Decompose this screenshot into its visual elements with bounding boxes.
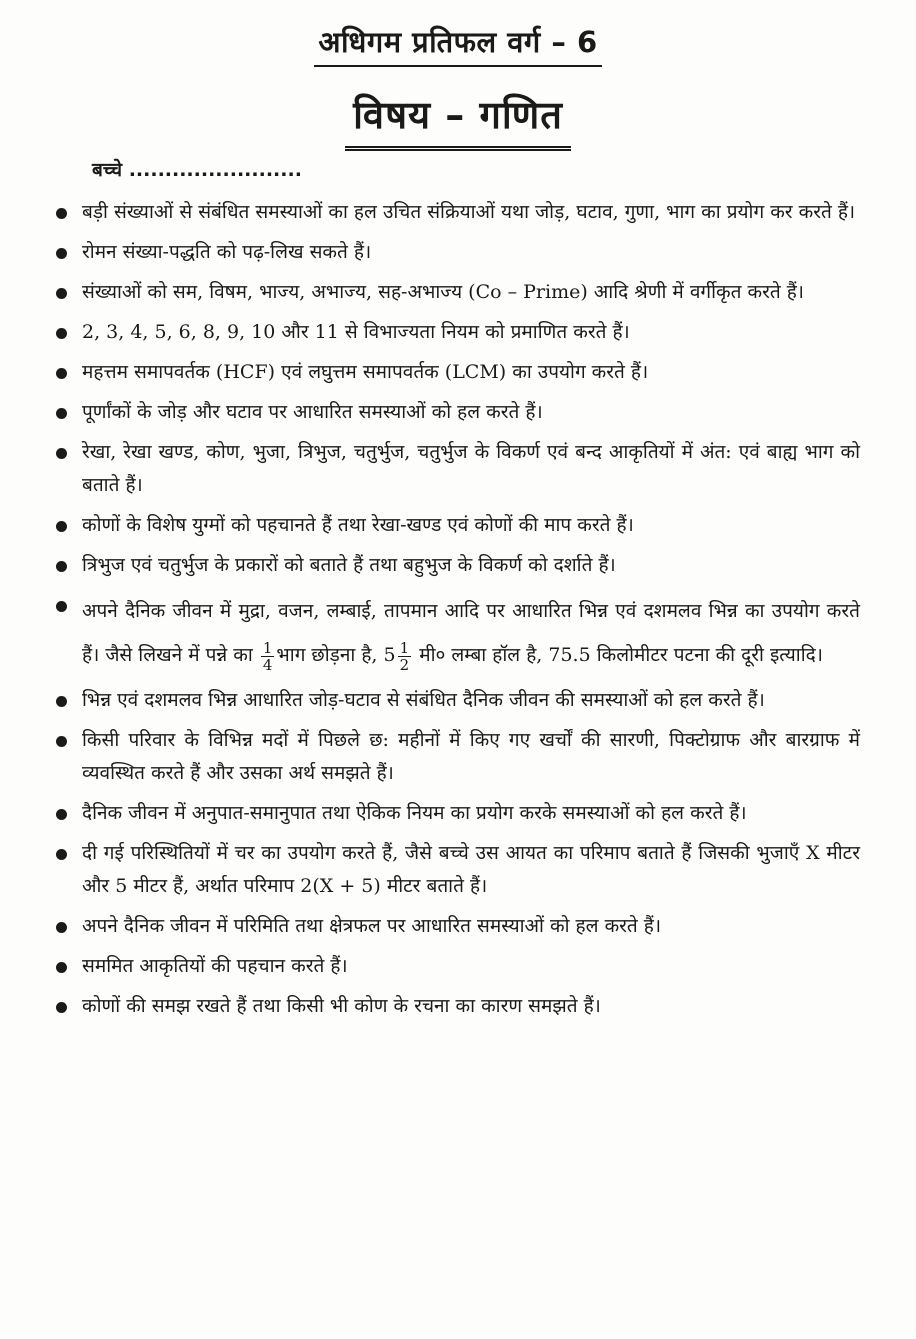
list-item-text: मी० लम्बा हॉल है, 75.5 किलोमीटर पटना की दूरी इत्यादि। <box>419 644 823 666</box>
list-item-text: भाग छोड़ना है, 5 <box>276 644 396 666</box>
list-item <box>50 837 860 903</box>
list-item-text: रेखा, रेखा खण्ड, कोण, भुजा, त्रिभुज, चतुर्भुज, चतुर्भुज के विकर्ण एवं बन्द आकृतियों में अंत: एवं बाह्य भाग को बताते हैं। <box>82 441 860 496</box>
fraction-numerator: 1 <box>399 638 410 657</box>
bullet-icon <box>56 368 67 379</box>
intro-text: बच्चे ........................ <box>92 159 302 181</box>
bullet-icon <box>56 521 67 532</box>
bullet-icon <box>56 922 67 933</box>
list-item <box>50 724 860 790</box>
list-item-text: अपने दैनिक जीवन में परिमिति तथा क्षेत्रफल पर आधारित समस्याओं को हल करते हैं। <box>82 915 662 937</box>
list-item <box>50 684 860 717</box>
bullet-icon <box>56 408 67 419</box>
bullet-icon <box>56 809 67 820</box>
list-item <box>50 990 860 1023</box>
list-item-text: कोणों की समझ रखते हैं तथा किसी भी कोण के रचना का कारण समझते हैं। <box>82 995 601 1017</box>
bullet-icon <box>56 328 67 339</box>
bullet-icon <box>56 962 67 973</box>
list-item-text: दैनिक जीवन में अनुपात-समानुपात तथा ऐकिक नियम का प्रयोग करके समस्याओं को हल करते हैं। <box>82 802 747 824</box>
list-item <box>50 196 860 229</box>
bullet-icon <box>56 696 67 707</box>
bullet-icon <box>56 1002 67 1013</box>
list-item <box>50 436 860 502</box>
page-heading <box>0 22 916 67</box>
list-item-text: महत्तम समापवर्तक (HCF) एवं लघुत्तम समापवर्तक (LCM) का उपयोग करते हैं। <box>82 361 649 383</box>
heading-text: अधिगम प्रतिफल वर्ग – 6 <box>314 22 601 67</box>
list-item-text: भिन्न एवं दशमलव भिन्न आधारित जोड़-घटाव से संबंधित दैनिक जीवन की समस्याओं को हल करते हैं। <box>82 689 765 711</box>
learning-outcomes-list <box>50 196 860 1030</box>
fraction-one-half <box>398 640 412 673</box>
list-item <box>50 356 860 389</box>
fraction-denominator: 4 <box>262 655 273 674</box>
list-item-text: पूर्णांकों के जोड़ और घटाव पर आधारित समस्याओं को हल करते हैं। <box>82 401 543 423</box>
list-item <box>50 276 860 309</box>
list-item <box>50 910 860 943</box>
list-item <box>50 950 860 983</box>
bullet-icon <box>56 208 67 219</box>
subject-heading <box>0 88 916 151</box>
list-item <box>50 549 860 582</box>
list-item <box>50 236 860 269</box>
list-item <box>50 589 860 677</box>
list-item-text: किसी परिवार के विभिन्न मदों में पिछले छ: महीनों में किए गए खर्चों की सारणी, पिक्टोग्राफ और बारग्राफ में व्यवस्थित करते हैं और उसका अर्थ समझते हैं। <box>82 729 860 784</box>
subject-text: विषय – गणित <box>345 88 571 151</box>
list-item-text: 2, 3, 4, 5, 6, 8, 9, 10 और 11 से विभाज्यता नियम को प्रमाणित करते हैं। <box>82 321 630 343</box>
list-item-text: दी गई परिस्थितियों में चर का उपयोग करते हैं, जैसे बच्चे उस आयत का परिमाप बताते हैं जिसकी भुजाएँ X मीटर और 5 मीटर हैं, अर्थात परिमाप 2(X + 5) मीटर बताते हैं। <box>82 842 860 897</box>
bullet-icon <box>56 849 67 860</box>
fraction-one-fourth <box>261 640 275 673</box>
bullet-icon <box>56 448 67 459</box>
list-item <box>50 797 860 830</box>
bullet-icon <box>56 601 67 612</box>
fraction-denominator: 2 <box>399 655 410 674</box>
list-item <box>50 316 860 349</box>
list-item-text: संख्याओं को सम, विषम, भाज्य, अभाज्य, सह-अभाज्य (Co – Prime) आदि श्रेणी में वर्गीकृत करते हैं। <box>82 281 804 303</box>
list-item-text: बड़ी संख्याओं से संबंधित समस्याओं का हल उचित संक्रियाओं यथा जोड़, घटाव, गुणा, भाग का प्रयोग कर करते हैं। <box>82 201 856 223</box>
list-item-text: रोमन संख्या-पद्धति को पढ़-लिख सकते हैं। <box>82 241 372 263</box>
list-item <box>50 396 860 429</box>
list-item-text: त्रिभुज एवं चतुर्भुज के प्रकारों को बताते हैं तथा बहुभुज के विकर्ण को दर्शाते हैं। <box>82 554 616 576</box>
list-item <box>50 509 860 542</box>
bullet-icon <box>56 288 67 299</box>
list-item-text: कोणों के विशेष युग्मों को पहचानते हैं तथा रेखा-खण्ड एवं कोणों की माप करते हैं। <box>82 514 634 536</box>
list-item-text: सममित आकृतियों की पहचान करते हैं। <box>82 955 348 977</box>
bullet-icon <box>56 248 67 259</box>
bullet-icon <box>56 736 67 747</box>
fraction-numerator: 1 <box>262 638 273 657</box>
bullet-icon <box>56 561 67 572</box>
list-item-text: अपने दैनिक जीवन में मुद्रा, वजन, लम्बाई, तापमान आदि पर आधारित भिन्न एवं दशमलव भिन्न का उपयोग करते हैं। जैसे लिखने में पन्ने का <box>82 600 860 666</box>
